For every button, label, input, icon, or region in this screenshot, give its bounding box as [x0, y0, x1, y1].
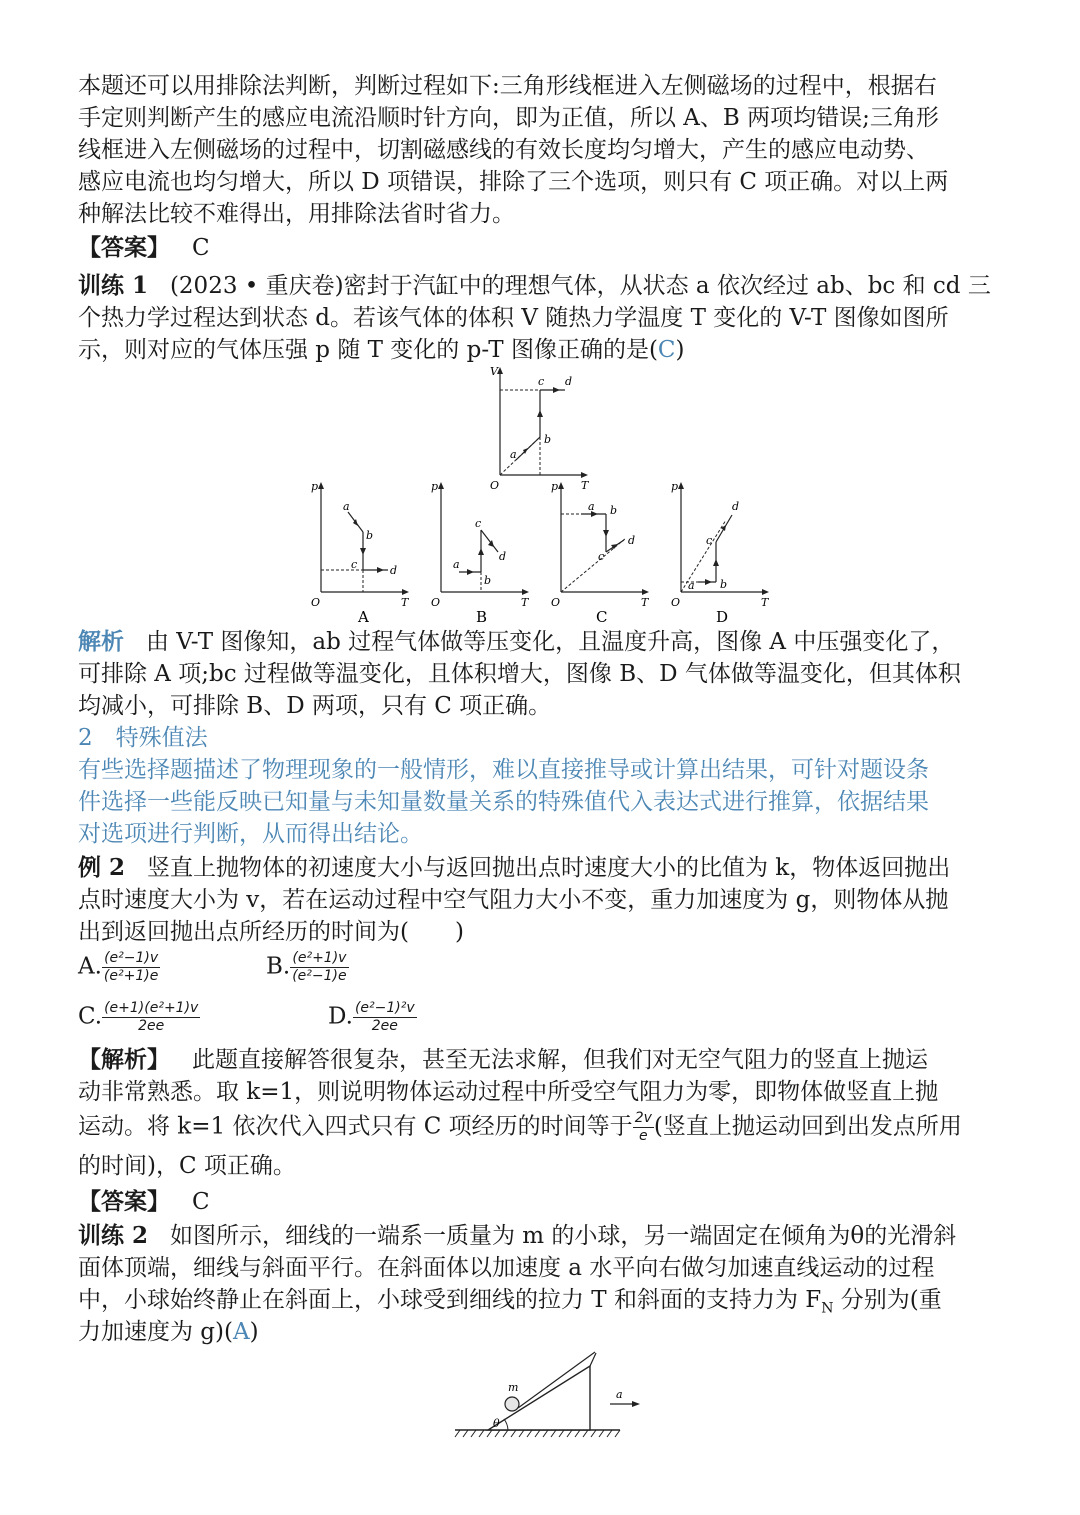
text: B.	[266, 953, 291, 980]
pt-c-option: C	[596, 608, 608, 625]
pt-d-origin: O	[671, 596, 681, 609]
vt-origin-label: O	[490, 479, 500, 492]
analysis2-line: 的时间)，C 项正确。	[78, 1153, 296, 1179]
train2-line: 力加速度为 g)(A)	[78, 1319, 259, 1345]
vt-point-a: a	[510, 448, 517, 461]
intro-line: 本题还可以用排除法判断，判断过程如下:三角形线框进入左侧磁场的过程中，根据右	[78, 73, 937, 99]
accel-arrowhead	[632, 1401, 640, 1407]
pt-b-point-d: d	[499, 550, 507, 563]
arrow	[558, 482, 564, 489]
accel-label: a	[616, 1388, 623, 1401]
pt-c-point-a: a	[588, 500, 595, 513]
pt-a-point-b: b	[366, 529, 374, 542]
section2-line: 件选择一些能反映已知量与未知量数量关系的特殊值代入表达式进行推算，依据结果	[78, 789, 929, 815]
answer-1	[78, 232, 210, 264]
ball	[505, 1397, 519, 1411]
arrow	[603, 530, 609, 537]
mass-label: m	[508, 1381, 519, 1394]
pt-c-y-label: p	[551, 480, 559, 493]
pt-c-point-c: c	[598, 550, 605, 563]
answer-2	[78, 1186, 210, 1218]
vt-x-arrow	[581, 472, 588, 478]
num: 2v	[634, 1110, 652, 1126]
intro-line: 手定则判断产生的感应电流沿顺时针方向，即为正值，所以 A、B 两项均错误;三角形	[78, 105, 939, 131]
analysis1-label: 解析	[78, 628, 124, 655]
arrow	[318, 482, 324, 489]
pt-graph-d	[666, 480, 776, 625]
train1-line: 示，则对应的气体压强 p 随 T 变化的 p-T 图像正确的是(C)	[78, 337, 685, 363]
pt-c-x-label: T	[641, 596, 649, 609]
incline-figure	[450, 1344, 700, 1464]
analysis1-line: 可排除 A 项;bc 过程做等温变化，且体积增大，图像 B、D 气体做等温变化，但其体积	[78, 661, 961, 687]
example2-line: 出到返回抛出点所经历的时间为( )	[78, 919, 464, 945]
option-d	[328, 1000, 417, 1035]
pt-a-origin: O	[311, 596, 321, 609]
vt-graph	[480, 365, 600, 495]
analysis1-line: 均减小，可排除 B、D 两项，只有 C 项正确。	[78, 693, 552, 719]
frac	[353, 1000, 417, 1035]
pt-b-origin: O	[431, 596, 441, 609]
den: 2ee	[138, 1018, 165, 1034]
pt-b-option: B	[476, 608, 488, 625]
train2-label: 训练 2	[78, 1222, 149, 1249]
den: (e²+1)e	[103, 968, 159, 984]
frac	[102, 1000, 200, 1035]
vt-point-b: b	[544, 433, 552, 446]
text: D.	[328, 1003, 353, 1030]
vt-y-label: V	[490, 365, 498, 378]
pt-d-point-b: b	[720, 578, 728, 591]
pt-d-point-d: d	[732, 500, 740, 513]
arrow	[678, 482, 684, 489]
intro-line: 种解法比较不难得出，用排除法省时省力。	[78, 201, 515, 227]
pt-graph-a	[306, 480, 416, 625]
option-a	[78, 950, 160, 985]
intro-line: 感应电流也均匀增大，所以 D 项错误，排除了三个选项，则只有 C 项正确。对以上两	[78, 169, 949, 195]
pt-d-x-label: T	[761, 596, 769, 609]
analysis1-line: 解析 由 V-T 图像知，ab 过程气体做等压变化，且温度升高，图像 A 中压强变化了，	[78, 628, 955, 655]
pt-a-point-c: c	[351, 558, 358, 571]
section2-line: 对选项进行判断，从而得出结论。	[78, 821, 423, 847]
answer-label: 【答案】	[78, 234, 170, 261]
den: (e²−1)e	[292, 968, 347, 984]
arrow	[478, 548, 484, 555]
num: (e²+1)v	[290, 950, 348, 968]
pt-a-point-a: a	[343, 500, 350, 513]
train1-answer: C	[657, 337, 676, 363]
pt-d-y-label: p	[671, 480, 679, 493]
example2-line: 点时速度大小为 v，若在运动过程中空气阻力大小不变，重力加速度为 g，则物体从抛	[78, 887, 949, 913]
section2-line: 有些选择题描述了物理现象的一般情形，难以直接推导或计算出结果，可针对题设条	[78, 757, 929, 783]
pt-a-point-d: d	[390, 564, 398, 577]
answer-value: C	[191, 235, 210, 261]
pt-d-option: D	[716, 608, 729, 625]
vt-point-c: c	[538, 375, 545, 388]
pt-c-point-b: b	[610, 504, 618, 517]
pt-a-y-label: p	[311, 480, 319, 493]
vt-x-label: T	[581, 479, 589, 492]
arrow	[642, 589, 649, 595]
arrow	[713, 559, 719, 566]
analysis2-line: 运动。将 k=1 依次代入四式只有 C 项经历的时间等于 $\frac{2v}{e}$ (竖直上抛运动回到出发点所用	[78, 1110, 962, 1144]
arrow	[360, 548, 366, 555]
pt-c-origin: O	[551, 596, 561, 609]
section2-title: 2 特殊值法	[78, 725, 208, 751]
pt-b-y-label: p	[431, 480, 439, 493]
vt-arrow-cd	[553, 387, 560, 393]
pt-b-point-b: b	[484, 574, 492, 587]
arrow	[438, 482, 444, 489]
train2-line: 面体顶端，细线与斜面平行。在斜面体以加速度 a 水平向右做匀加速直线运动的过程	[78, 1255, 935, 1281]
example2-line: 例 2 竖直上抛物体的初速度大小与返回抛出点时速度大小的比值为 k，物体返回抛出	[78, 854, 951, 881]
pt-b-point-c: c	[475, 517, 482, 530]
analysis2-line: 动非常熟悉。取 k=1，则说明物体运动过程中所受空气阻力为零，即物体做竖直上抛	[78, 1079, 939, 1105]
arrow	[705, 579, 712, 585]
vt-segment-ab	[516, 437, 540, 460]
pt-d-point-a: a	[688, 579, 695, 592]
num: (e²−1)v	[102, 950, 160, 968]
pt-graph-b	[426, 480, 536, 625]
num: (e²−1)²v	[354, 1000, 415, 1016]
vt-point-d: d	[565, 375, 573, 388]
num: (e+1)(e²+1)v	[104, 1000, 199, 1016]
text: C.	[78, 1003, 103, 1030]
pt-a-option: A	[358, 608, 369, 625]
intro-line: 线框进入左侧磁场的过程中，切割磁感线的有效长度均匀增大，产生的感应电动势、	[78, 137, 929, 163]
arrow	[762, 589, 769, 595]
example2-label: 例 2	[78, 854, 126, 881]
train1-line: 个热力学过程达到状态 d。若该气体的体积 V 随热力学温度 T 变化的 V-T 图像如图所	[78, 305, 949, 331]
pt-d-point-c: c	[706, 534, 713, 547]
train2-answer: A	[232, 1319, 250, 1345]
pt-c-point-d: d	[628, 534, 636, 547]
option-b	[266, 950, 349, 985]
frac	[633, 1110, 654, 1145]
ground-hatching	[455, 1430, 620, 1437]
analysis2-line: 【解析】 此题直接解答很复杂，甚至无法求解，但我们对无空气阻力的竖直上抛运	[78, 1046, 928, 1073]
pt-graph-c	[546, 480, 656, 625]
vt-arrow-bc	[537, 410, 543, 417]
arrow	[467, 569, 474, 575]
arrow	[402, 589, 409, 595]
pt-a-x-label: T	[401, 596, 409, 609]
train1-label: 训练 1	[78, 272, 149, 299]
den: 2ee	[371, 1018, 398, 1034]
train2-line: 训练 2 如图所示，细线的一端系一质量为 m 的小球，另一端固定在倾角为θ的光滑斜	[78, 1222, 957, 1249]
pt-b-x-label: T	[521, 596, 529, 609]
arrow	[522, 589, 529, 595]
train2-line: 中，小球始终静止在斜面上，小球受到细线的拉力 T 和斜面的支持力为 $F_N$ 分别为(重	[78, 1287, 942, 1317]
answer-label: 【答案】	[78, 1188, 170, 1215]
analysis2-label: 【解析】	[78, 1046, 170, 1073]
train1-line: 训练 1 (2023 • 重庆卷)密封于汽缸中的理想气体，从状态 a 依次经过 ab、bc 和 cd 三	[78, 272, 991, 299]
text: A.	[78, 953, 102, 980]
frac	[102, 950, 160, 985]
answer-value: C	[191, 1189, 210, 1215]
option-c	[78, 1000, 200, 1035]
pt-b-point-a: a	[453, 558, 460, 571]
angle-label: θ	[493, 1417, 500, 1430]
arrow	[377, 567, 384, 573]
frac	[290, 950, 348, 985]
incline-body	[488, 1366, 590, 1430]
segment	[481, 530, 498, 552]
den: e	[638, 1128, 648, 1144]
